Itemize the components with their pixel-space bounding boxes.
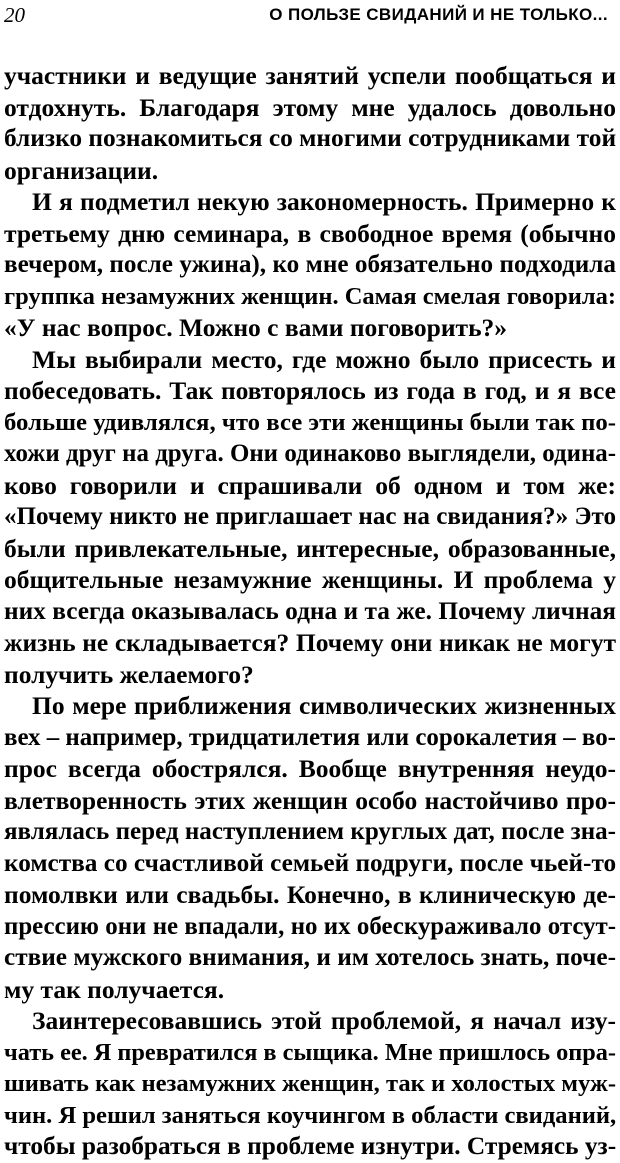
text-line: влетворенность этих женщин особо настойчиво про- — [4, 785, 616, 815]
text-line: организации. — [4, 155, 159, 185]
text-line: побеседовать. Так повторялось из года в год, и я все — [4, 376, 616, 405]
text-line: вех – например, тридцатилетия или сорокалетия – во- — [4, 723, 616, 751]
text-line: По мере приближения символических жизненных — [32, 691, 616, 720]
text-line: комства со счастливой семьей подруги, после чьей-то — [4, 848, 617, 877]
text-line: являлась перед наступлением круглых дат, после зна- — [4, 818, 616, 845]
text-line: жизнь не складывается? Почему они никак не могут — [4, 628, 616, 657]
page-number: 20 — [4, 3, 25, 27]
text-line: ствие мужского внимания, и им хотелось знать, поче- — [4, 943, 616, 971]
text-line: вечером, после ужина), ко мне обязательно подходила — [4, 251, 616, 278]
text-line: ково говорили и спрашивали об одном и том же: — [4, 470, 616, 500]
text-line: них всегда оказывалась одна и та же. Почему личная — [4, 596, 616, 625]
text-line: помолвки или свадьбы. Конечно, в клиническую де- — [4, 880, 616, 909]
text-line: чин. Я решил заняться коучингом в области свиданий, — [4, 1101, 617, 1129]
text-line: отдохнуть. Благодаря этому мне удалось довольно — [4, 92, 616, 122]
text-line: хожи друг на друга. Они одинаково выглядели, одина- — [4, 440, 616, 467]
running-title: О ПОЛЬЗЕ СВИДАНИЙ И НЕ ТОЛЬКО... — [269, 5, 608, 24]
text-line: «Почему никто не приглашает нас на свидания?» Это — [4, 503, 616, 530]
text-line: чтобы разобраться в проблеме изнутри. Стремясь уз- — [4, 1132, 617, 1160]
text-line: общительные незамужние женщины. И проблема у — [4, 565, 616, 594]
text-line: группка незамужних женщин. Самая смелая говорила: — [4, 282, 616, 310]
text-line: чать ее. Я превратился в сыщика. Мне пришлось опра- — [4, 1038, 617, 1066]
text-line: участники и ведущие занятий успели пообщаться и — [4, 61, 616, 90]
text-line: третьему дню семинара, в свободное время (обычно — [4, 218, 616, 248]
body-text — [4, 60, 616, 1163]
text-line: близко познакомиться со многими сотрудниками той — [4, 124, 617, 152]
text-line: «У нас вопрос. Можно с вами поговорить?» — [4, 313, 508, 342]
page-header — [4, 2, 608, 28]
text-line: были привлекательные, интересные, образованные, — [4, 533, 616, 563]
text-line: му так получается. — [4, 974, 225, 1004]
text-line: больше удивлялся, что все эти женщины были так по- — [4, 408, 616, 436]
text-line: И я подметил некую закономерность. Примерно к — [32, 187, 616, 216]
text-line: Заинтересовавшись этой проблемой, я начал изу- — [32, 1006, 616, 1035]
text-line: Мы выбирали место, где можно было присесть и — [32, 344, 616, 374]
text-line: шивать как незамужних женщин, так и холостых муж- — [4, 1070, 616, 1097]
text-line: прессию они не впадали, но их обескураживало отсут- — [4, 912, 616, 940]
text-line: получить желаемого? — [4, 659, 254, 689]
text-line: прос всегда обострялся. Вообще внутренняя неудо- — [4, 754, 616, 783]
